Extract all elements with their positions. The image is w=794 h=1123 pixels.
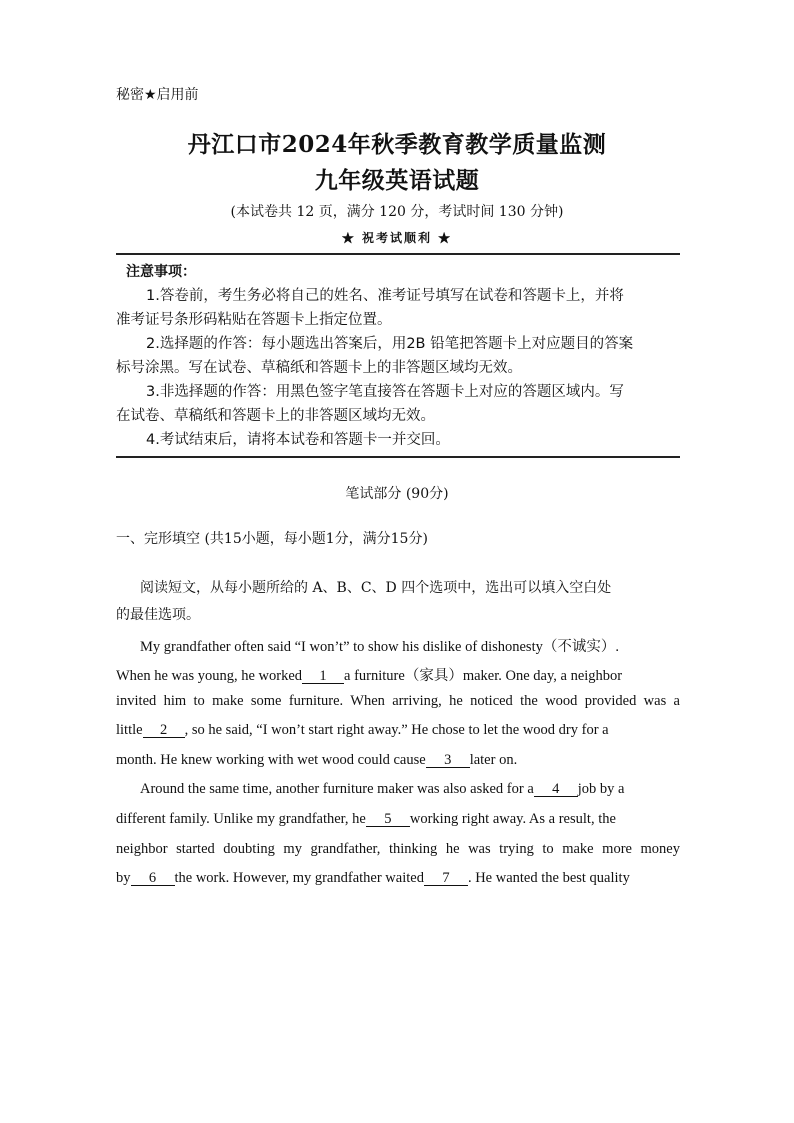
section-title: 笔试部分 (90分) (345, 486, 449, 502)
blank-4: 4 (534, 782, 578, 797)
part-title: 一、完形填空 (共15小题，每小题1分，满分15分) (116, 531, 428, 547)
passage-line: When he was young, he worked 1 a furniture（家具）maker. One day, a neighbor (116, 668, 623, 684)
divider-top (116, 253, 680, 255)
blank-2: 2 (143, 723, 185, 738)
notice-heading: 注意事项： (126, 264, 196, 280)
passage-line: by 6 the work. However, my grandfather waited 7 . He wanted the best quality (116, 870, 630, 886)
passage-line: invited him to make some furniture. When arriving, he noticed the wood provided was a (116, 693, 680, 709)
passage-line: My grandfather often said “I won’t” to show his dislike of dishonesty（不诚实）. (140, 639, 619, 655)
divider-bottom (116, 456, 680, 458)
notice-item-3: 3.非选择题的作答：用黑色签字笔直接答在答题卡上对应的答题区域内。写 (146, 384, 624, 400)
blank-6: 6 (131, 871, 175, 886)
blank-3: 3 (426, 753, 470, 768)
exam-title: 丹江口市2024年秋季教育教学质量监测 (187, 131, 607, 158)
passage-line: different family. Unlike my grandfather, he 5 working right away. As a result, the (116, 811, 616, 827)
passage-line: Around the same time, another furniture maker was also asked for a 4 job by a (140, 781, 625, 797)
notice-item-2-cont: 标号涂黑。写在试卷、草稿纸和答题卡上的非答题区域均无效。 (116, 360, 522, 376)
confidential-label: 秘密★启用前 (116, 87, 199, 103)
passage-line: neighbor started doubting my grandfather, thinking he was trying to make more money (116, 841, 680, 857)
exam-info: (本试卷共 12 页，满分 120 分，考试时间 130 分钟) (230, 204, 564, 220)
blank-7: 7 (424, 871, 468, 886)
notice-item-4: 4.考试结束后，请将本试卷和答题卡一并交回。 (146, 432, 450, 448)
passage-line: little 2 , so he said, “I won’t start right away.” He chose to let the wood dry for a (116, 722, 609, 738)
instruction-line-1: 阅读短文，从每小题所给的 A、B、C、D 四个选项中，选出可以填入空白处 (140, 580, 612, 596)
notice-item-3-cont: 在试卷、草稿纸和答题卡上的非答题区域均无效。 (116, 408, 435, 424)
instruction-line-2: 的最佳选项。 (116, 607, 200, 623)
notice-item-1-cont: 准考证号条形码粘贴在答题卡上指定位置。 (116, 312, 392, 328)
notice-item-2: 2.选择题的作答：每小题选出答案后，用2B 铅笔把答题卡上对应题目的答案 (146, 336, 634, 352)
passage-line: month. He knew working with wet wood could cause 3 later on. (116, 752, 518, 768)
blank-5: 5 (366, 812, 410, 827)
blank-1: 1 (302, 669, 344, 684)
exam-subtitle: 九年级英语试题 (314, 167, 480, 194)
good-luck-line: ★ 祝考试顺利 ★ (341, 231, 453, 245)
notice-item-1: 1.答卷前，考生务必将自己的姓名、准考证号填写在试卷和答题卡上，并将 (146, 288, 624, 304)
